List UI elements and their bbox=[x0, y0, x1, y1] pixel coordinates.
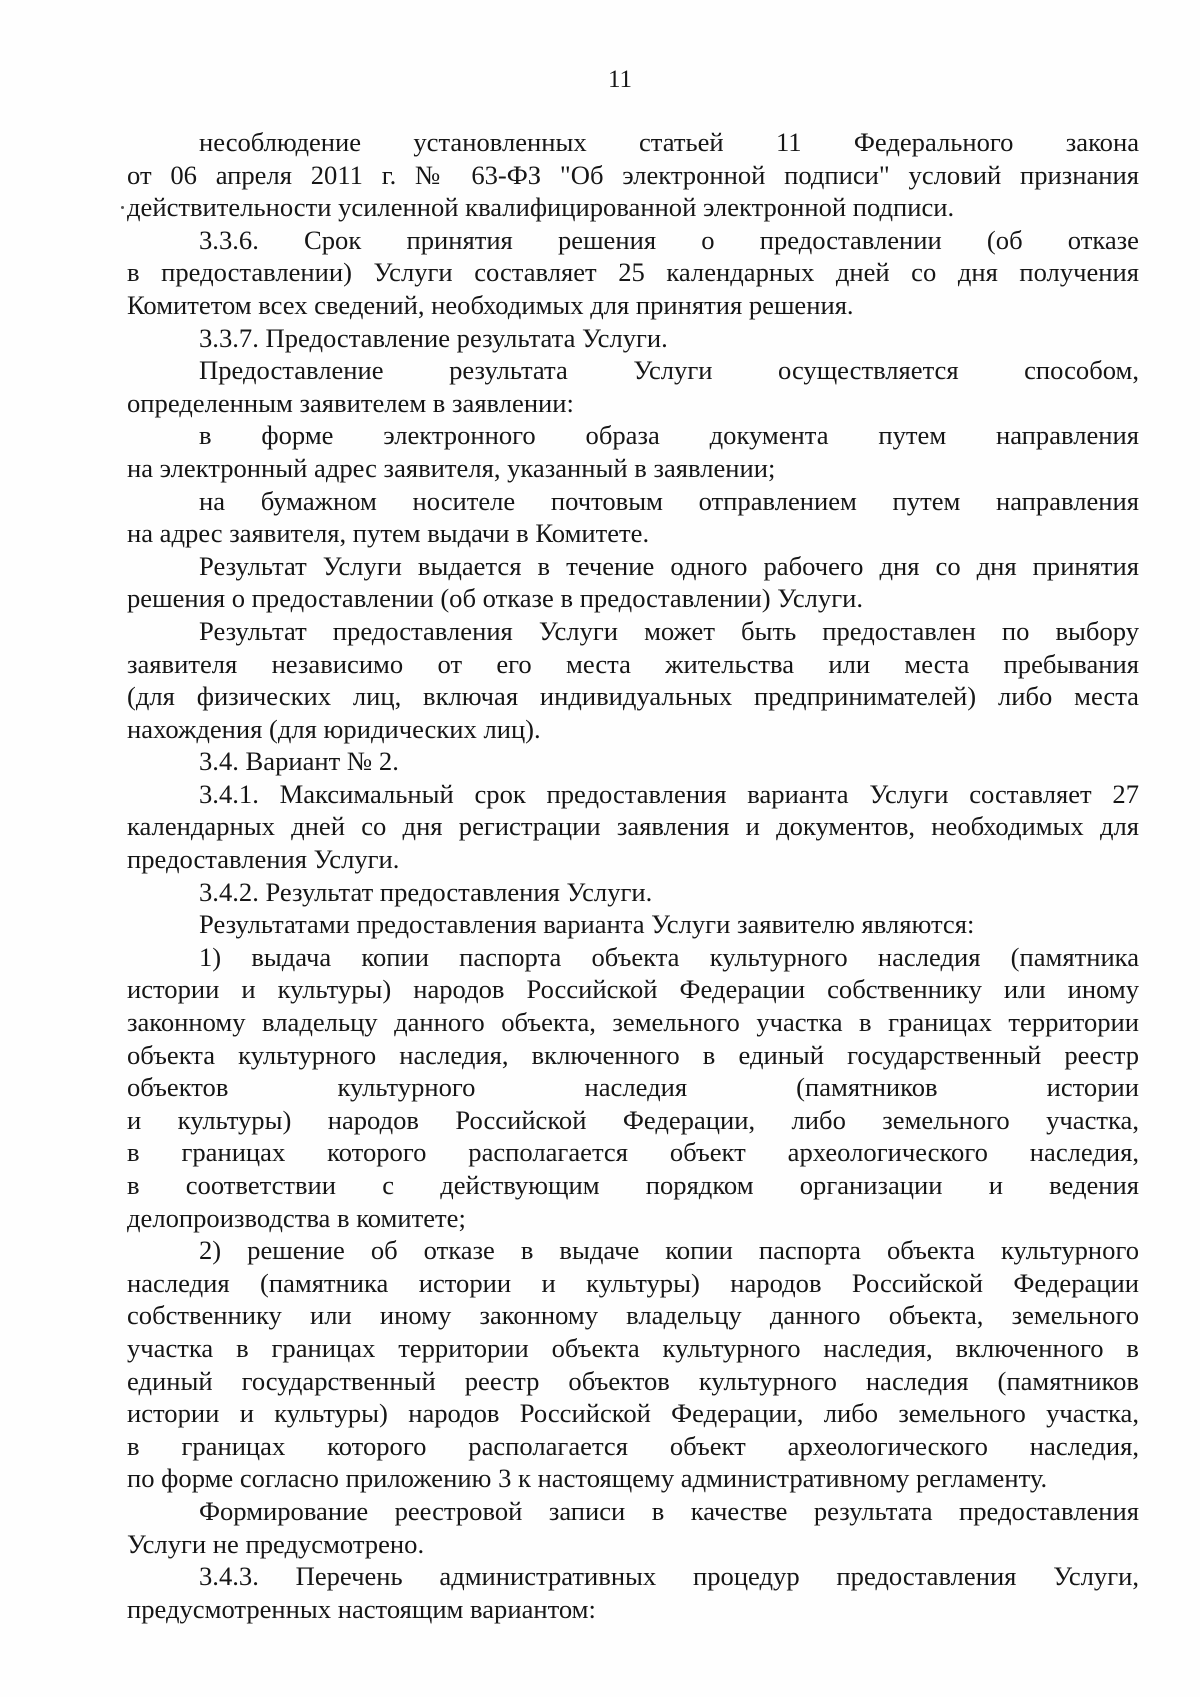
text-line: несоблюдение установленных статьей 11 Федерального закона bbox=[199, 127, 1139, 157]
paragraph-p16 bbox=[127, 1560, 1139, 1625]
text-line: и культуры) народов Российской Федерации, либо земельного участка, bbox=[127, 1104, 1139, 1135]
text-line: в форме электронного образа документа путем направления bbox=[199, 420, 1139, 451]
scan-dot-mark bbox=[121, 206, 124, 209]
text-line: в границах которого располагается объект археологического наследия, bbox=[127, 1137, 1139, 1168]
text-line: Предоставление результата Услуги осуществляется способом, bbox=[199, 355, 1139, 386]
text-line: от 06 апреля 2011 г. № 63-ФЗ "Об электронной подписи" условий признания bbox=[127, 159, 1139, 190]
text-line: единый государственный реестр объектов культурного наследия (памятников bbox=[127, 1365, 1139, 1396]
text-line: Формирование реестровой записи в качестве результата предоставления bbox=[199, 1495, 1139, 1526]
paragraph-p13 bbox=[127, 941, 1139, 1234]
text-line: на бумажном носителе почтовым отправлением путем направления bbox=[199, 485, 1139, 516]
text-line: в предоставлении) Услуги составляет 25 календарных дней со дня получения bbox=[127, 257, 1139, 288]
text-line: 3.4.2. Результат предоставления Услуги. bbox=[199, 876, 653, 907]
text-line: в соответствии с действующим порядком организации и ведения bbox=[127, 1170, 1139, 1200]
text-line: предусмотренных настоящим вариантом: bbox=[127, 1593, 596, 1624]
text-line: в границах которого располагается объект археологического наследия, bbox=[127, 1430, 1139, 1461]
text-line: предоставления Услуги. bbox=[127, 844, 400, 875]
text-line: объектов культурного наследия (памятников истории bbox=[127, 1072, 1139, 1103]
paragraph-p03 bbox=[127, 322, 1139, 355]
paragraph-p07 bbox=[127, 550, 1139, 615]
text-line: 3.3.7. Предоставление результата Услуги. bbox=[199, 322, 668, 353]
text-line: действительности усиленной квалифицированной электронной подписи. bbox=[127, 192, 955, 223]
paragraph-p14 bbox=[127, 1234, 1139, 1495]
text-line: по форме согласно приложению 3 к настоящему административному регламенту. bbox=[127, 1463, 1048, 1494]
paragraph-p08 bbox=[127, 615, 1139, 745]
text-line: на электронный адрес заявителя, указанный в заявлении; bbox=[127, 452, 776, 483]
paragraph-p09 bbox=[127, 745, 1139, 778]
paragraph-p04 bbox=[127, 354, 1139, 419]
text-line: (для физических лиц, включая индивидуальных предпринимателей) либо места bbox=[127, 681, 1139, 712]
text-line: объекта культурного наследия, включенного в единый государственный реестр bbox=[127, 1039, 1139, 1070]
text-line: 1) выдача копии паспорта объекта культурного наследия (памятника bbox=[199, 941, 1139, 972]
paragraph-p11 bbox=[127, 876, 1139, 909]
text-line: нахождения (для юридических лиц). bbox=[127, 713, 541, 744]
text-line: истории и культуры) народов Российской Федерации, либо земельного участка, bbox=[127, 1398, 1139, 1429]
paragraph-p12 bbox=[127, 908, 1139, 941]
paragraph-p05 bbox=[127, 419, 1139, 484]
text-line: делопроизводства в комитете; bbox=[127, 1202, 466, 1233]
text-line: истории и культуры) народов Российской Федерации собственнику или иному bbox=[127, 974, 1139, 1005]
paragraph-p10 bbox=[127, 778, 1139, 876]
text-line: календарных дней со дня регистрации заявления и документов, необходимых для bbox=[127, 811, 1139, 842]
text-line: 3.4. Вариант № 2. bbox=[199, 746, 399, 777]
text-line: решения о предоставлении (об отказе в предоставлении) Услуги. bbox=[127, 583, 864, 614]
paragraph-p01 bbox=[127, 126, 1139, 224]
text-line: Результат Услуги выдается в течение одного рабочего дня со дня принятия bbox=[199, 550, 1139, 581]
text-line: Услуги не предусмотрено. bbox=[127, 1528, 425, 1559]
text-line: собственнику или иному законному владельцу данного объекта, земельного bbox=[127, 1300, 1139, 1331]
document-body bbox=[127, 126, 1139, 1625]
text-line: Результат предоставления Услуги может быть предоставлен по выбору bbox=[199, 615, 1139, 646]
text-line: законному владельцу данного объекта, земельного участка в границах территории bbox=[127, 1007, 1139, 1038]
paragraph-p02 bbox=[127, 224, 1139, 322]
text-line: определенным заявителем в заявлении: bbox=[127, 387, 574, 418]
text-line: участка в границах территории объекта культурного наследия, включенного в bbox=[127, 1332, 1139, 1363]
text-line: Результатами предоставления варианта Услуги заявителю являются: bbox=[199, 909, 975, 940]
text-line: на адрес заявителя, путем выдачи в Комитете. bbox=[127, 518, 650, 549]
page-number: 11 bbox=[607, 66, 633, 93]
text-line: 3.4.3. Перечень административных процедур предоставления Услуги, bbox=[199, 1561, 1139, 1592]
paragraph-p15 bbox=[127, 1495, 1139, 1560]
text-line: 2) решение об отказе в выдаче копии паспорта объекта культурного bbox=[199, 1235, 1139, 1266]
paragraph-p06 bbox=[127, 485, 1139, 550]
text-line: 3.3.6. Срок принятия решения о предоставлении (об отказе bbox=[199, 224, 1139, 255]
text-line: Комитетом всех сведений, необходимых для принятия решения. bbox=[127, 289, 854, 320]
text-line: 3.4.1. Максимальный срок предоставления варианта Услуги составляет 27 bbox=[199, 778, 1139, 809]
text-line: наследия (памятника истории и культуры) народов Российской Федерации bbox=[127, 1267, 1139, 1298]
text-line: заявителя независимо от его места жительства или места пребывания bbox=[127, 648, 1139, 679]
